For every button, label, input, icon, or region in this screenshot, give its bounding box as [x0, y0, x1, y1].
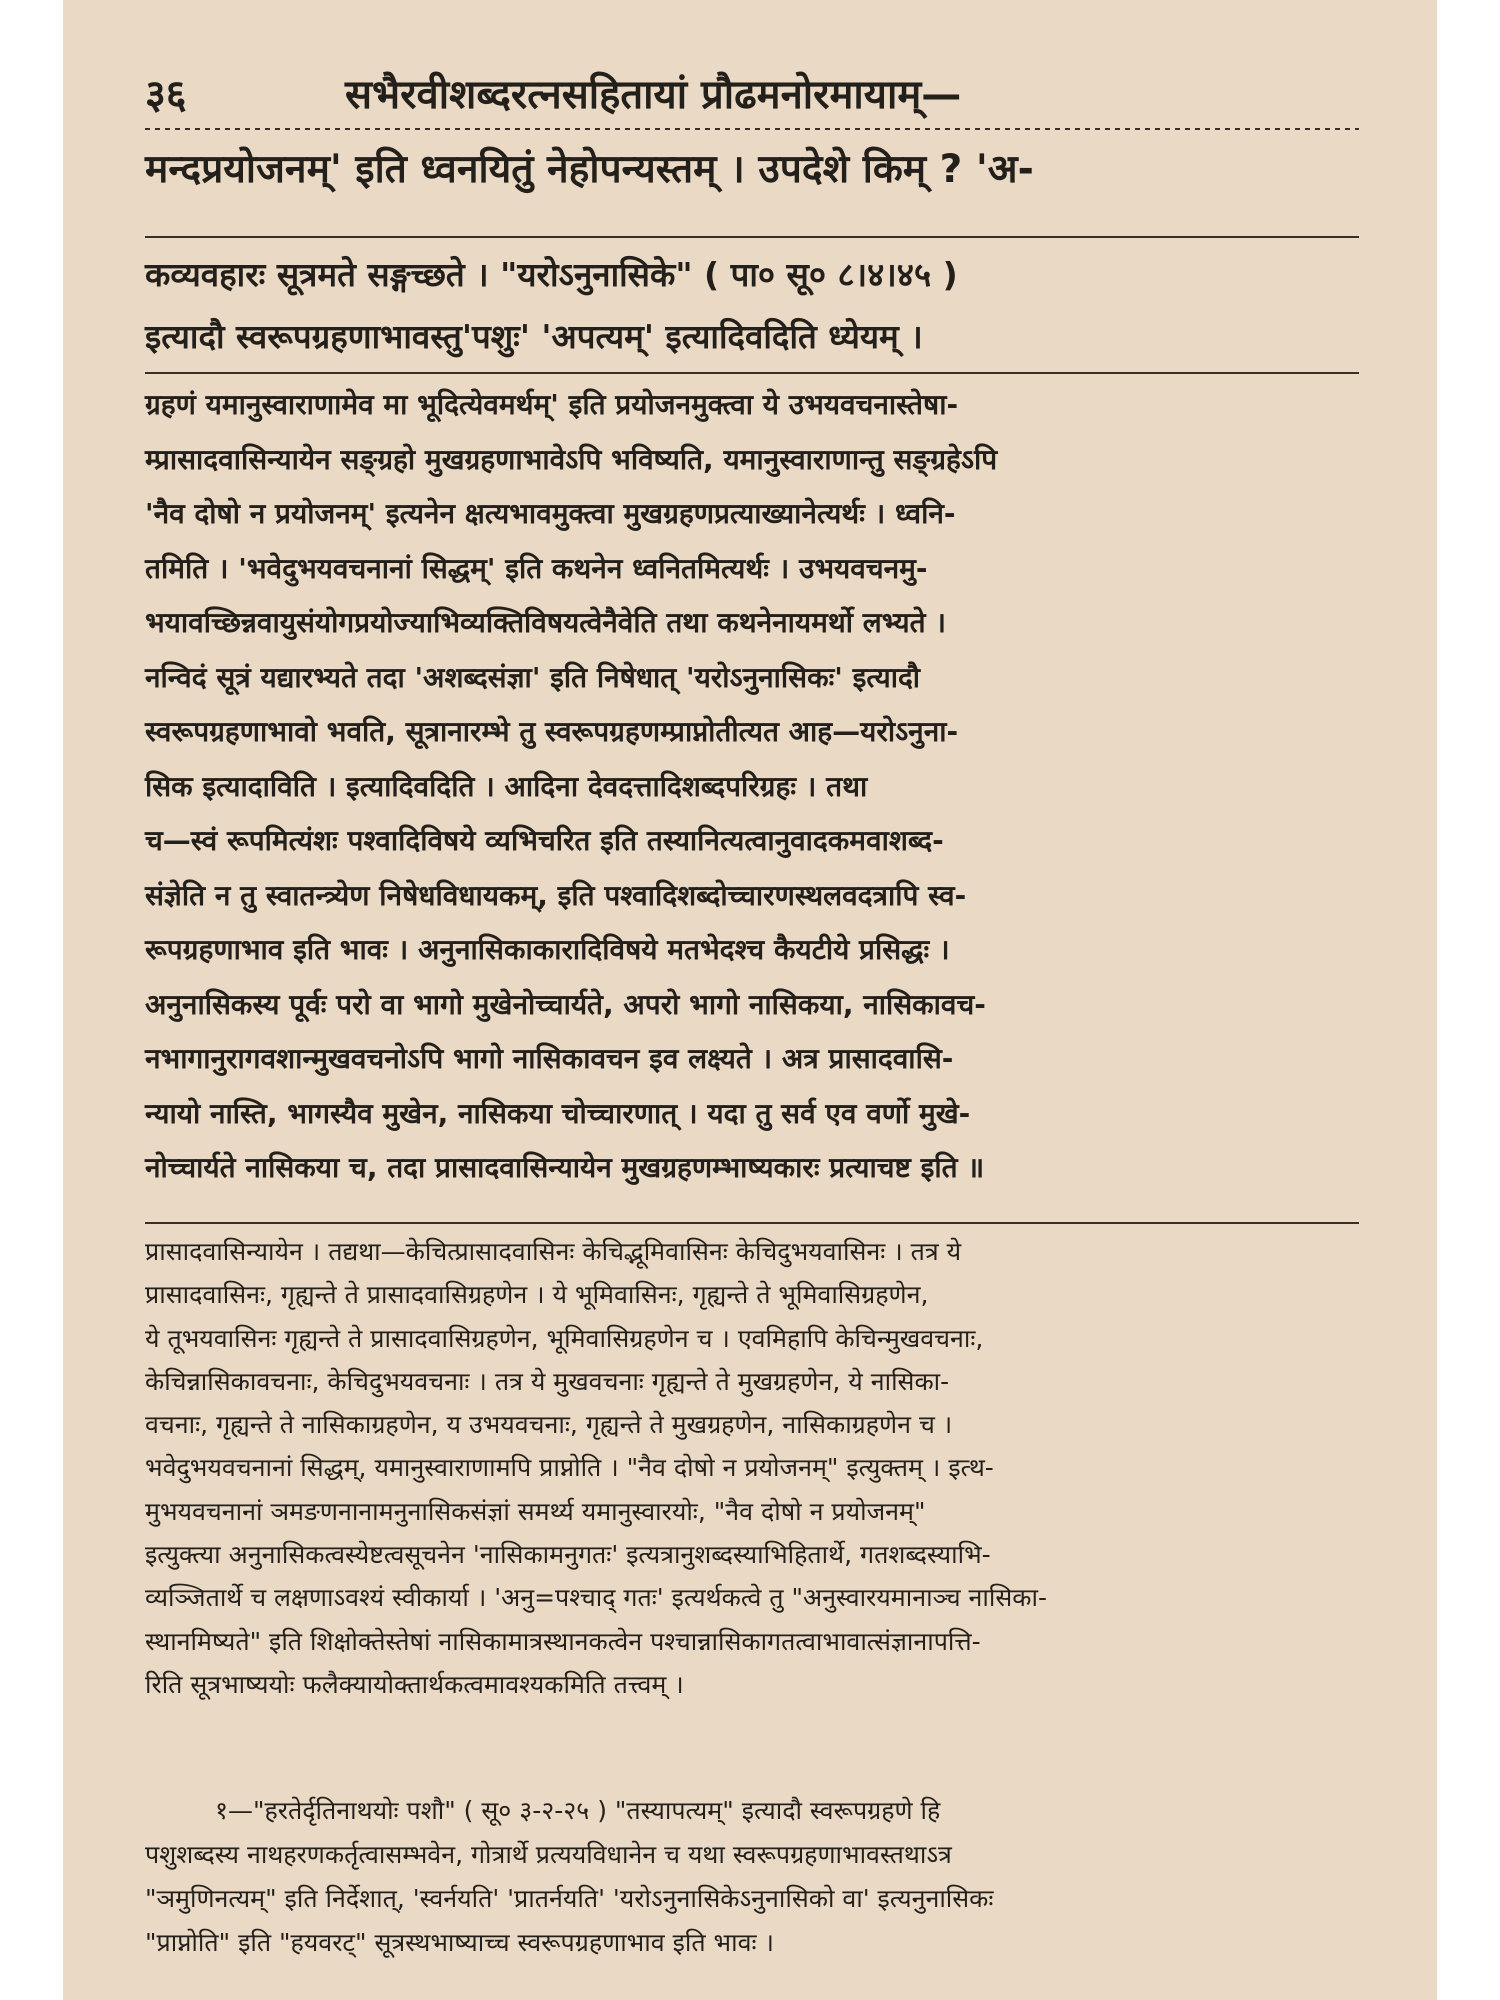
footnote-line: इत्युक्त्या अनुनासिकत्वस्येष्टत्वसूचनेन 'नासिकामनुगतः' इत्यत्रानुशब्दस्याभिहितार्थे, गतशब्दस्याभि-	[145, 1540, 991, 1570]
page-header	[145, 62, 1359, 122]
footnote-line: मुभयवचनानां ञमङणनानामनुनासिकसंज्ञां समर्थ्य यमानुस्वारयोः, "नैव दोषो न प्रयोजनम्"	[145, 1496, 926, 1526]
commentary-line: म्प्रासादवासिन्यायेन सङ्ग्रहो मुखग्रहणाभावेऽपि भविष्यति, यमानुस्वाराणान्तु सङ्ग्रहेऽपि	[145, 442, 998, 476]
numbered-footnote-line: पशुशब्दस्य नाथहरणकर्तृत्वासम्भवेन, गोत्रार्थे प्रत्ययविधानेन च यथा स्वरूपग्रहणाभावस्तथाऽत्र	[145, 1840, 952, 1869]
numbered-footnote-line: १—"हरतेर्दृतिनाथयोः पशौ" ( सू० ३-२-२५ ) "तस्यापत्यम्" इत्यादौ स्वरूपग्रहणे हि	[215, 1796, 941, 1825]
main-commentary-block	[145, 378, 1359, 1196]
commentary-line: न्यायो नास्ति, भागस्यैव मुखेन, नासिकया चोच्चारणात् । यदा तु सर्व एव वर्णो मुखे-	[145, 1096, 971, 1130]
running-title: सभैरवीशब्दरत्नसहितायां प्रौढमनोरमायाम्—	[345, 71, 962, 118]
footnote-line: वचनाः, गृह्यन्ते ते नासिकाग्रहणेन, य उभयवचनाः, गृह्यन्ते ते मुखग्रहणेन, नासिकाग्रहणेन च ।	[145, 1410, 953, 1440]
footnote-line: रिति सूत्रभाष्ययोः फलैक्यायोक्तार्थकत्वमावश्यकमिति तत्त्वम् ।	[145, 1669, 684, 1699]
commentary-line: भयावच्छिन्नवायुसंयोगप्रयोज्याभिव्यक्तिविषयत्वेनैवेति तथा कथनेनायमर्थो लभ्यते ।	[145, 606, 946, 639]
footnote-line: प्रासादवासिनः, गृह्यन्ते ते प्रासादवासिग्रहणेन । ये भूमिवासिनः, गृह्यन्ते ते भूमिवासिग्रहणेन,	[145, 1280, 929, 1310]
numbered-footnote-line: "प्राप्नोति" इति "हयवरट्" सूत्रस्थभाष्याच्च स्वरूपग्रहणाभाव इति भावः ।	[145, 1928, 774, 1957]
footnote-line: भवेदुभयवचनानां सिद्धम्, यमानुस्वाराणामपि प्राप्नोति । "नैव दोषो न प्रयोजनम्" इत्युक्तम् । इत्थ-	[145, 1453, 994, 1483]
commentary-line: 'नैव दोषो न प्रयोजनम्' इत्यनेन क्षत्यभावमुक्त्वा मुखग्रहणप्रत्याख्यानेत्यर्थः । ध्वनि-	[145, 497, 956, 530]
commentary-line: ग्रहणं यमानुस्वाराणामेव मा भूदित्येवमर्थम्' इति प्रयोजनमुक्त्वा ये उभयवचनास्तेषा-	[145, 388, 959, 421]
commentary-line: रूपग्रहणाभाव इति भावः । अनुनासिकाकारादिविषये मतभेदश्च कैयटीये प्रसिद्धः ।	[145, 933, 950, 966]
numbered-footnote-line: "ञमुणिनत्यम्" इति निर्देशात्, 'स्वर्नयति' 'प्रातर्नयति' 'यरोऽनुनासिकेऽनुनासिको वा' इत्यनुनासिकः	[145, 1884, 994, 1913]
bhairavi-line: इत्यादौ स्वरूपग्रहणाभावस्तु'पशुः' 'अपत्यम्' इत्यादिवदिति ध्येयम् ।	[145, 317, 923, 356]
footnote-line: प्रासादवासिन्यायेन । तद्यथा—केचित्प्रासादवासिनः केचिद्भूमिवासिनः केचिदुभयवासिनः । तत्र ये	[145, 1237, 962, 1266]
commentary-line: नभागानुरागवशान्मुखवचनोऽपि भागो नासिकावचन इव लक्ष्यते । अत्र प्रासादवासि-	[145, 1042, 954, 1075]
footnote-line: व्यञ्जितार्थे च लक्षणाऽवश्यं स्वीकार्या । 'अनु=पश्चाद् गतः' इत्यर्थकत्वे तु "अनुस्वारयमानाञ्च नासिका-	[145, 1583, 1047, 1613]
mula-text-block	[145, 140, 1359, 200]
commentary-line: सिक इत्यादाविति । इत्यादिवदिति । आदिना देवदत्तादिशब्दपरिग्रहः । तथा	[145, 769, 868, 803]
commentary-line: संज्ञेति न तु स्वातन्त्र्येण निषेधविधायकम्, इति पश्वादिशब्दोच्चारणस्थलवदत्रापि स्व-	[145, 878, 967, 912]
bhairavi-divider	[145, 372, 1359, 374]
header-wavy-divider	[145, 124, 1359, 134]
commentary-line: तमिति । 'भवेदुभयवचनानां सिद्धम्' इति कथनेन ध्वनितमित्यर्थः । उभयवचनमु-	[145, 551, 928, 585]
commentary-line: अनुनासिकस्य पूर्वः परो वा भागो मुखेनोच्चार्यते, अपरो भागो नासिकया, नासिकावच-	[145, 987, 986, 1021]
footnote-block	[145, 1230, 1359, 1706]
mula-divider	[145, 236, 1359, 238]
page-number: ३६	[145, 71, 187, 118]
commentary-line: च—स्वं रूपमित्यंशः पश्वादिविषये व्यभिचरित इति तस्यानित्यत्वानुवादकमवाशब्द-	[145, 824, 944, 857]
footnote-line: केचिन्नासिकावचनाः, केचिदुभयवचनाः । तत्र ये मुखवचनाः गृह्यन्ते ते मुखग्रहणेन, ये नासिका-	[145, 1366, 950, 1396]
footnote-line: ये तूभयवासिनः गृह्यन्ते ते प्रासादवासिग्रहणेन, भूमिवासिग्रहणेन च । एवमिहापि केचिन्मुखवचनाः,	[145, 1323, 984, 1353]
commentary-line: नन्विदं सूत्रं यद्यारभ्यते तदा 'अशब्दसंज्ञा' इति निषेधात् 'यरोऽनुनासिकः' इत्यादौ	[145, 660, 921, 694]
bhairavi-line: कव्यवहारः सूत्रमते सङ्गच्छते । "यरोऽनुनासिके" ( पा० सू० ८।४।४५ )	[145, 255, 958, 294]
commentary-line: स्वरूपग्रहणाभावो भवति, सूत्रानारम्भे तु स्वरूपग्रहणम्प्राप्नोतीत्यत आह—यरोऽनुना-	[145, 715, 959, 748]
footnote-line: स्थानमिष्यते" इति शिक्षोक्तेस्तेषां नासिकामात्रस्थानकत्वेन पश्चान्नासिकागतत्वाभावात्संज्ञानापत्ति-	[145, 1626, 981, 1656]
commentary-line: नोच्चार्यते नासिकया च, तदा प्रासादवासिन्यायेन मुखग्रहणम्भाष्यकारः प्रत्याचष्ट इति ॥	[145, 1151, 985, 1184]
bhairavi-commentary-block	[145, 244, 1359, 368]
mula-line: मन्दप्रयोजनम्' इति ध्वनयितुं नेहोपन्यस्तम् । उपदेशे किम् ? 'अ-	[145, 147, 1034, 192]
footnote-divider	[145, 1222, 1359, 1224]
numbered-footnote-block	[145, 1789, 1359, 1965]
